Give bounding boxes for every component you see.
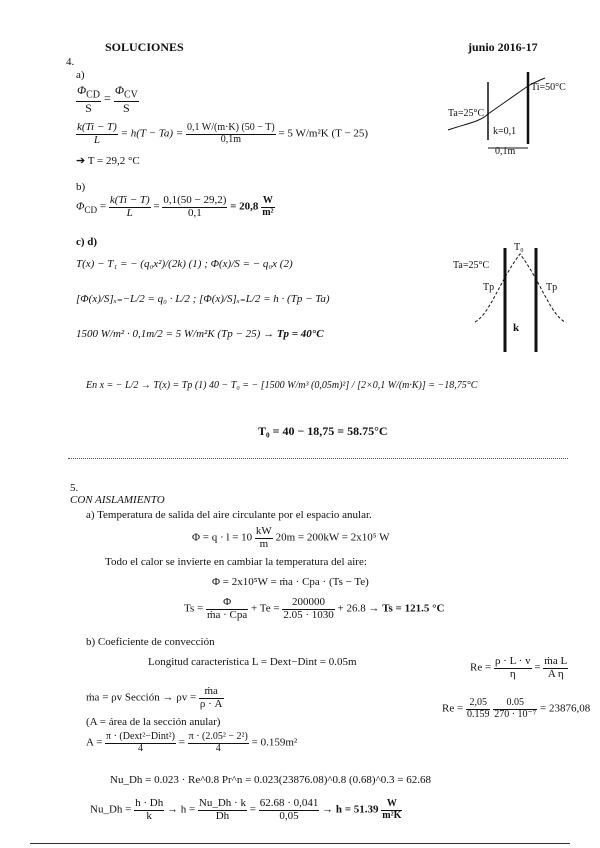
fig2-ta-label: Ta=25°C bbox=[453, 260, 490, 271]
p5-a-outlet-temperature: Ts = $\frac{\Phi}{\text{ṁa · Cpa}}$ + Te = $\frac{200000}{2.05 \cdot 1030}$ + 26.8 → Ts = 121.5 °C bbox=[184, 596, 445, 621]
p5-reynolds-definition: Re = $\frac{\rho \cdot L \cdot v}{\eta}$ = $\frac{\text{ṁa L}}{\text{A η}}$ bbox=[470, 655, 568, 680]
p5-area-note: (A = área de la sección anular) bbox=[86, 716, 221, 728]
fig2-t0-label: T₀ bbox=[514, 242, 524, 253]
fig1-thickness-label: 0,1m bbox=[495, 146, 516, 157]
part-cd-label: c) d) bbox=[76, 236, 98, 248]
p5-b-characteristic-length: Longitud característica L = Dext−Dint = 0.05m bbox=[148, 656, 357, 668]
p5-a-heat-rate: Φ = q · l = 10 $\frac{kW}{m}$ 20m = 200kW = 2x10⁵ W bbox=[192, 525, 390, 550]
p4-b-equation: $\Phi_{CD}$ = $\frac{k(Ti - T)}{L}$ = $\frac{0,1(50 - 29,2)}{0,1}$ = 20,8 $\frac{W}{\text{m²}}$ bbox=[76, 194, 274, 219]
fig1-k-label: k=0,1 bbox=[493, 126, 517, 137]
p4-cd-boundary-conditions: [Φ(x)/S]ₓ₌−L/2 = q₀ · L/2 ; [Φ(x)/S]ₓ₌L/2 = h · (Tp − Ta) bbox=[76, 293, 330, 305]
p5-heading: CON AISLAMIENTO bbox=[70, 494, 165, 506]
solutions-title: SOLUCIONES bbox=[105, 40, 184, 54]
p5-a-energy-balance: Φ = 2x10⁵W = ṁa · Cpa · (Ts − Te) bbox=[212, 576, 369, 588]
section-divider bbox=[68, 458, 568, 459]
p4-t0-result: T₀ = 40 − 18,75 = 58.75°C bbox=[258, 424, 388, 438]
problem-4-number: 4. bbox=[66, 56, 75, 68]
fig1-ta-label: Ta=25°C bbox=[448, 108, 485, 119]
p5-annular-area: A = $\frac{\text{π · (Dext²−Dint²)}}{4}$ = $\frac{\text{π · (2.05² − 2²)}}{4}$ = 0.159m² bbox=[86, 731, 298, 754]
part-a-label: a) bbox=[76, 69, 85, 81]
p4-cd-temperature-profile: T(x) − T₁ = − (q₀x²)/(2k) (1) ; Φ(x)/S = − q₀x (2) bbox=[76, 258, 293, 270]
p5-nusselt-correlation: Nu_Dh = 0.023 · Re^0.8 Pr^n = 0.023(23876.08)^0.8 (0.68)^0.3 = 62.68 bbox=[110, 774, 431, 786]
p5-a-statement: a) Temperatura de salida del aire circulante por el espacio anular. bbox=[86, 509, 372, 521]
part-b-label: b) bbox=[76, 181, 86, 193]
p5-reynolds-value: Re = $\frac{2,05}{0.159}$ $\frac{0.05}{\text{270 · 10⁻⁷}}$ = 23876,08 bbox=[442, 697, 591, 720]
page-bottom-edge bbox=[30, 843, 570, 844]
fig2-tp-right-label: Tp bbox=[546, 282, 558, 293]
p5-b-statement: b) Coeficiente de convección bbox=[86, 636, 215, 648]
wall-diagram-2 bbox=[470, 240, 570, 360]
problem-5-number: 5. bbox=[70, 482, 79, 494]
fig2-tp-left-label: Tp bbox=[483, 282, 495, 293]
p5-convection-coefficient: Nu_Dh = $\frac{h \cdot Dh}{k}$ → h = $\frac{Nu\_Dh \cdot k}{Dh}$ = $\frac{62.68 \cdot 0,041}{0,05}$ → h = 51.39 $\frac{W}{\text{m²K}}$ bbox=[90, 797, 402, 822]
fig2-k-label: k bbox=[513, 322, 520, 334]
p4-a-flux-equality: $\frac{\Phi_{CD}}{S}$ = $\frac{\Phi_{CV}}{S}$ bbox=[77, 83, 138, 115]
p5-a-explanation: Todo el calor se invierte en cambiar la temperatura del aire: bbox=[105, 556, 367, 568]
header-date: junio 2016-17 bbox=[468, 40, 538, 54]
p4-a-result: ➔ T = 29,2 °C bbox=[76, 155, 140, 167]
p4-cd-center-temperature: En x = − L/2 → T(x) = Tp (1) 40 − T₀ = − [1500 W/m³ (0,05m)²] / [2×0,1 W/(m·K)] = −18,75°C bbox=[86, 380, 478, 391]
p5-mass-flow-relation: ṁa = ρv Sección → ρv = $\frac{\text{ṁa}}{\rho \cdot A}$ bbox=[86, 685, 223, 710]
p4-a-balance-equation: $\frac{k(Ti - T)}{L}$ = h(T − Ta) = $\frac{0,1 W/(m\cdot K) (50 - T)}{0,1m}$ = 5 W/m²K (T − 25) bbox=[77, 121, 369, 146]
fig1-ti-label: Ti=50°C bbox=[531, 82, 566, 93]
p4-cd-surface-temperature: 1500 W/m² · 0,1m/2 = 5 W/m²K (Tp − 25) → Tp = 40°C bbox=[76, 328, 324, 340]
